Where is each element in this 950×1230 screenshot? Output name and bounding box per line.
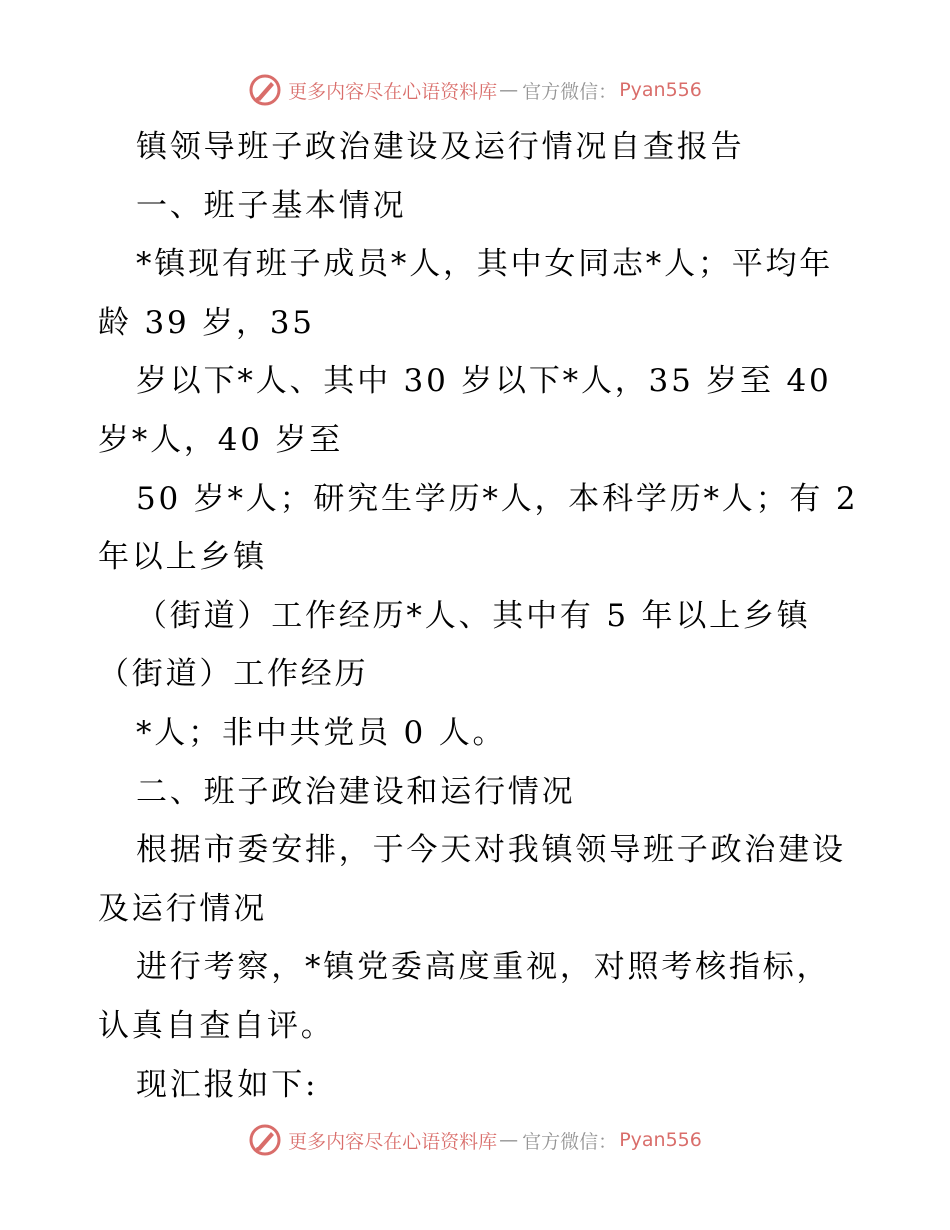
paragraph-line: *镇现有班子成员*人，其中女同志*人；平均年 (136, 246, 834, 283)
watermark-id: Pyan556 (619, 79, 702, 101)
document-title: 镇领导班子政治建设及运行情况自查报告 (136, 129, 745, 165)
watermark-label: 官方微信： (522, 1130, 618, 1153)
watermark-id: Pyan556 (619, 1129, 702, 1151)
paragraph-line: （街道）工作经历 (98, 656, 369, 693)
section-heading-1: 一、班子基本情况 (136, 187, 407, 224)
paragraph-line: 龄 39 岁，35 (98, 304, 315, 341)
paragraph-line: *人；非中共党员 0 人。 (136, 714, 507, 751)
paragraph-line: 岁以下*人、其中 30 岁以下*人，35 岁至 40 (136, 363, 832, 400)
watermark-text: 更多内容尽在心语资料库 (288, 1130, 498, 1153)
watermark-label: 官方微信： (522, 80, 618, 103)
paragraph-line: 现汇报如下: (136, 1066, 319, 1103)
pen-logo-icon (248, 1123, 282, 1157)
paragraph-line: 进行考察，*镇党委高度重视，对照考核指标， (136, 949, 831, 986)
footer-watermark (0, 1120, 950, 1160)
paragraph-line: 认真自查自评。 (98, 1007, 335, 1044)
document-body (98, 118, 858, 1114)
paragraph-line: 根据市委安排，于今天对我镇领导班子政治建设 (136, 832, 846, 869)
paragraph-line: 岁*人，40 岁至 (98, 421, 343, 458)
watermark-separator: — (499, 1129, 519, 1151)
paragraph-line: 年以上乡镇 (98, 539, 267, 576)
section-heading-2: 二、班子政治建设和运行情况 (136, 773, 576, 810)
watermark-text: 更多内容尽在心语资料库 (288, 80, 498, 103)
header-watermark (0, 70, 950, 110)
paragraph-line: 及运行情况 (98, 890, 267, 927)
watermark-separator: — (499, 79, 519, 101)
paragraph-line: 50 岁*人；研究生学历*人，本科学历*人；有 2 (136, 480, 858, 517)
paragraph-line: （街道）工作经历*人、其中有 5 年以上乡镇 (136, 597, 811, 634)
pen-logo-icon (248, 73, 282, 107)
